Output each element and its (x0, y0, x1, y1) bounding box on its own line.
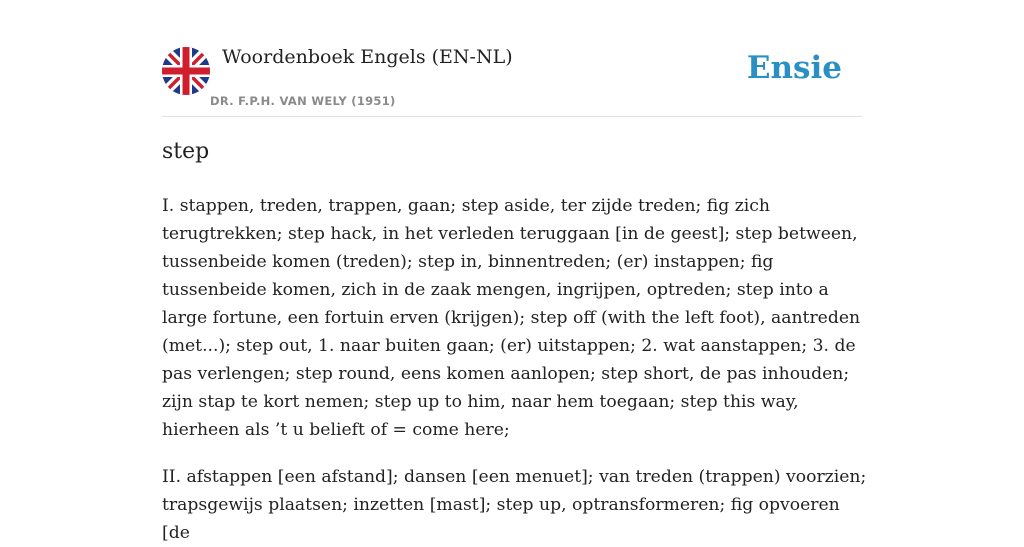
dictionary-author: DR. F.P.H. VAN WELY (1951) (210, 94, 396, 108)
dictionary-header (162, 44, 862, 117)
headword: step (162, 139, 210, 164)
dictionary-title[interactable]: Woordenboek Engels (EN-NL) (222, 46, 513, 68)
definition-paragraph: II. afstappen [een afstand]; dansen [een menuet]; van treden (trappen) voorzien; trapsgewijs plaatsen; inzetten [mast]; step up, optransformeren; fig opvoeren [de (162, 467, 867, 543)
definition-paragraph: I. stappen, treden, trappen, gaan; step aside, ter zijde treden; fig zich terugtrekken; step hack, in het verleden teruggaan [in de geest]; step between, tussenbeide komen (treden); step in, binnentreden; (er) instappen; fig tussenbeide komen, zich in de zaak mengen, ingrijpen, optreden; step into a large fortune, een fortuin erven (krijgen); step off (with the left foot), aantreden (met...); step out, 1. naar buiten gaan; (er) uitstappen; 2. wat aanstappen; 3. de pas verlengen; step round, eens komen aanlopen; step short, de pas inhouden; zijn stap te kort nemen; step up to him, naar hem toegaan; step this way, hierheen als ’t u belieft of = come here; (162, 196, 861, 440)
uk-flag-icon (162, 47, 210, 95)
ensie-logo[interactable]: Ensie (746, 50, 842, 86)
